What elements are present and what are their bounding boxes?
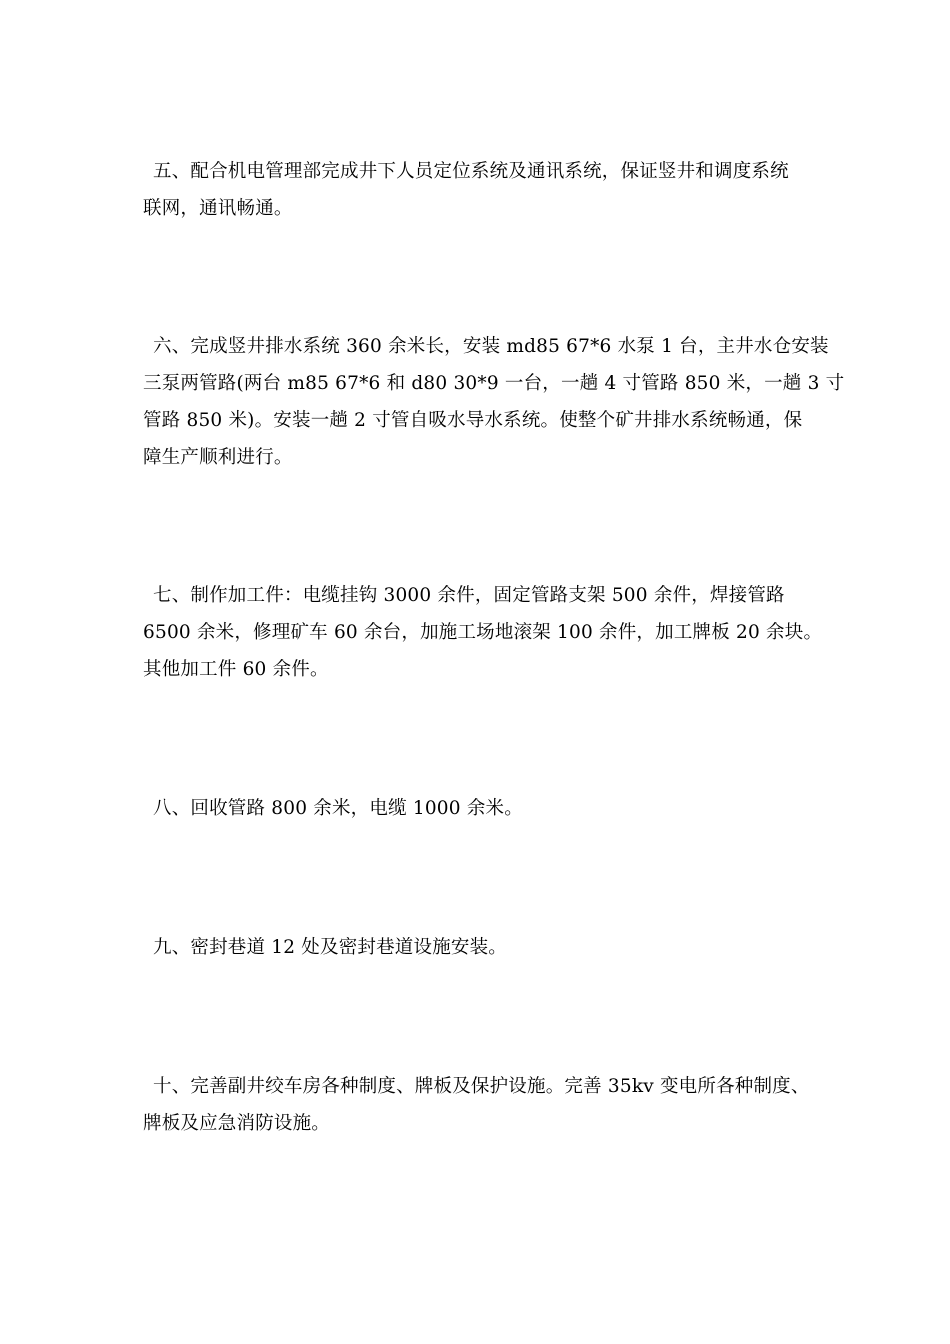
paragraph-7-line-1: 七、制作加工件：电缆挂钩 3000 余件，固定管路支架 500 余件，焊接管路 (153, 585, 785, 606)
paragraph-10-line-1: 十、完善副井绞车房各种制度、牌板及保护设施。完善 35kv 变电所各种制度、 (153, 1076, 810, 1097)
paragraph-7 (143, 577, 823, 688)
paragraph-9-line-1: 九、密封巷道 12 处及密封巷道设施安装。 (153, 937, 508, 958)
paragraph-5-line-1: 五、配合机电管理部完成井下人员定位系统及通讯系统，保证竖井和调度系统 (153, 161, 789, 182)
paragraph-6 (143, 328, 845, 476)
paragraph-9 (143, 929, 808, 966)
paragraph-8 (143, 790, 808, 827)
paragraph-7-line-3: 其他加工件 60 余件。 (143, 659, 329, 680)
paragraph-6-line-4: 障生产顺利进行。 (143, 447, 293, 468)
paragraph-8-line-1: 八、回收管路 800 余米，电缆 1000 余米。 (153, 798, 523, 819)
paragraph-5-line-2: 联网，通讯畅通。 (143, 198, 293, 219)
paragraph-10 (143, 1068, 808, 1142)
paragraph-6-line-3: 管路 850 米)。安装一趟 2 寸管自吸水导水系统。使整个矿井排水系统畅通，保 (143, 410, 803, 431)
paragraph-6-line-1: 六、完成竖井排水系统 360 余米长，安装 md85 67*6 水泵 1 台，主井水仓安装 (153, 336, 829, 357)
paragraph-6-line-2: 三泵两管路(两台 m85 67*6 和 d80 30*9 一台，一趟 4 寸管路 850 米，一趟 3 寸 (143, 373, 845, 394)
paragraph-7-line-2: 6500 余米，修理矿车 60 余台，加施工场地滚架 100 余件，加工牌板 20 余块。 (143, 622, 823, 643)
paragraph-5 (143, 153, 808, 227)
paragraph-10-line-2: 牌板及应急消防设施。 (143, 1113, 331, 1134)
